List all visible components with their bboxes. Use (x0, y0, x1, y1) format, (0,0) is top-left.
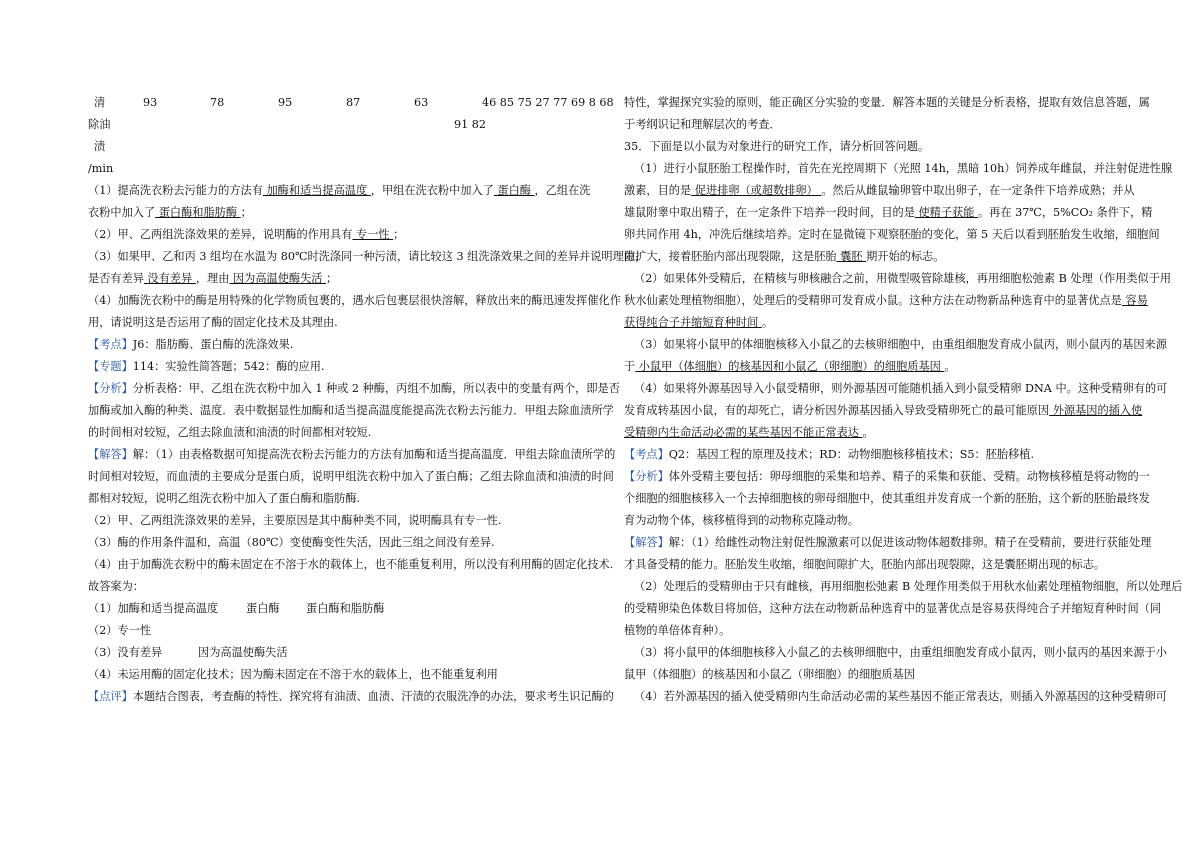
text: 体外受精主要包括：卵母细胞的采集和培养、精子的采集和获能、受精。动物核移植是将动物的一 (668, 470, 1150, 483)
fenxi-line: 育为动物个体，核移植得到的动物称克隆动物。 (624, 514, 859, 527)
jieda-tag: 【解答】 (88, 448, 133, 461)
q35-part-2-cont (624, 290, 1148, 312)
question-4-cont: 用，请说明这是否运用了酶的固定化技术及其理由. (88, 316, 338, 329)
text: ； (326, 272, 338, 285)
answer-blank: 专一性 (352, 228, 394, 241)
q35-part-4-cont (624, 400, 1143, 422)
answer-blank: 蛋白酶和脂肪酶 (155, 206, 241, 219)
kaodian-line (624, 444, 1124, 466)
answer-blank: 外源基因的插入使 (1049, 404, 1143, 417)
table-row (88, 114, 588, 136)
text: 。 (944, 360, 956, 373)
q35-part-2: （2）如果体外受精后，在精核与卵核融合之前，用微型吸管除雄核，再用细胞松弛素 B 处理（作用类似于用 (634, 272, 1172, 285)
question-1-cont (88, 202, 588, 224)
row-label: 除油 (88, 118, 111, 131)
text: 雄鼠附睾中取出精子，在一定条件下培养一段时间，目的是 (624, 206, 915, 219)
jieda-line: 都相对较短，说明乙组洗衣粉中加入了蛋白酶和脂肪酶. (88, 492, 361, 505)
text: 解：（1）由表格数据可知提高洗衣粉去污能力的方法有加酶和适当提高温度．甲组去除血渍所学的 (132, 448, 616, 461)
table-cell: 87 (346, 96, 361, 109)
answer-line (88, 642, 588, 664)
fenxi-tag: 【分析】 (88, 382, 133, 395)
jieda-line: 的受精卵染色体数目将加倍，这种方法在动物新品种选育中的显著优点是容易获得纯合子并缩短育种时间（同 (624, 602, 1162, 615)
text: 。再在 37℃，5%CO₂ 条件下，精 (977, 206, 1153, 219)
fenxi-tag: 【分析】 (624, 470, 669, 483)
text: ； (393, 228, 405, 241)
q35-part-4: （4）如果将外源基因导入小鼠受精卵，则外源基因可能随机插入到小鼠受精卵 DNA 中。这种受精卵有的可 (634, 382, 1168, 395)
answer-blank: 蛋白酶 (493, 184, 535, 197)
answer-blank: 使精子获能 (914, 206, 978, 219)
jieda-tag: 【解答】 (624, 536, 669, 549)
fenxi-line (88, 378, 620, 400)
text: ； (240, 206, 252, 219)
jieda-line: 时间相对较短，而血渍的主要成分是蛋白质，说明甲组洗衣粉中加入了蛋白酶；乙组去除血渍和油渍的时间 (88, 470, 614, 483)
q35-part-1-cont (624, 202, 1153, 224)
table-row (88, 92, 614, 114)
q35-part-1-cont: 卵共同作用 4h，冲洗后继续培养。定时在显微镜下观察胚胎的变化，第 5 天后以看到胚胎发生收缩，细胞间 (624, 228, 1160, 241)
jieda-line: （4）由于加酶洗衣粉中的酶未固定在不溶于水的载体上，也不能重复利用，所以没有利用酶的固定化技术. (88, 558, 614, 571)
text: 114：实验性简答题；542：酶的应用. (132, 360, 325, 373)
text: ，甲组在洗衣粉中加入了 (370, 184, 494, 197)
text: 蛋白酶和脂肪酶 (306, 602, 385, 615)
right-column (624, 92, 1183, 708)
jieda-line: （2）处理后的受精卵由于只有雌核，再用细胞松弛素 B 处理作用类似于用秋水仙素处理植物细胞，所以处理后 (634, 580, 1183, 593)
text: Q2：基因工程的原理及技术；RD：动物细胞核移植技术；S5：胚胎移植. (668, 448, 1035, 461)
q35-part-1-cont (624, 246, 1124, 268)
text: 激素，目的是 (624, 184, 692, 197)
q35-part-1: （1）进行小鼠胚胎工程操作时，首先在光控周期下（光照 14h，黑暗 10h）饲养成年雌鼠，并注射促进性腺 (634, 162, 1173, 175)
text: 衣粉中加入了 (88, 206, 156, 219)
jieda-line: 鼠甲（体细胞）的核基因和小鼠乙（卵细胞）的细胞质基因 (624, 668, 915, 681)
jieda-line: （2）甲、乙两组洗涤效果的差异，主要原因是其中酶种类不同，说明酶具有专一性. (88, 514, 502, 527)
q35-part-1-cont (624, 180, 1135, 202)
fenxi-line (624, 466, 1150, 488)
paragraph-line: 特性，掌握探究实验的原则，能正确区分实验的变量．解答本题的关键是分析表格，提取有效信息答题，属 (624, 96, 1150, 109)
row-label: 渍 (94, 140, 106, 153)
text: 本题结合图表，考查酶的特性、探究将有油渍、血渍、汗渍的衣服洗净的办法，要求考生识记酶的 (132, 690, 614, 703)
jieda-line: 才具备受精的能力。胚胎发生收缩，细胞间隙扩大，胚胎内部出现裂隙，这是囊胚期出现的标志。 (624, 558, 1106, 571)
question-4: （4）加酶洗衣粉中的酶是用特殊的化学物质包裹的，遇水后包裹层很快溶解，释放出来的酶迅速发挥催化作 (88, 294, 621, 307)
answer-blank: 容易 (1121, 294, 1148, 307)
text: （2）甲、乙两组洗涤效果的差异，说明酶的作用具有 (88, 228, 353, 241)
answer-blank: 囊胚 (836, 250, 867, 263)
answer-blank: 加酶和适当提高温度 (262, 184, 371, 197)
answer-heading: 故答案为： (88, 580, 144, 593)
q35-part-4-cont (624, 422, 1124, 444)
table-cell: 78 (210, 96, 225, 109)
text: 蛋白酶 (246, 602, 280, 615)
kaodian-tag: 【考点】 (88, 338, 133, 351)
text: 发育成转基因小鼠，有的却死亡，请分析因外源基因插入导致受精卵死亡的最可能原因 (624, 404, 1050, 417)
jieda-line: （3）酶的作用条件温和，高温（80℃）变使酶变性失活，因此三组之间没有差异. (88, 536, 495, 549)
jieda-line (624, 532, 1152, 554)
text: 于 (624, 360, 636, 373)
question-2 (88, 224, 588, 246)
q35-part-3: （3）如果将小鼠甲的体细胞核移入小鼠乙的去核卵细胞中，由重组细胞发育成小鼠丙，则小鼠丙的基因来源 (634, 338, 1167, 351)
table-cell: 95 (278, 96, 293, 109)
kaodian-line (88, 334, 588, 356)
text: 。然后从雌鼠输卵管中取出卵子，在一定条件下培养成熟；并从 (821, 184, 1135, 197)
dianping-tag: 【点评】 (88, 690, 133, 703)
text: 因为高温使酶失活 (198, 646, 288, 659)
text: 。 (761, 316, 774, 329)
table-cell: 63 (414, 96, 429, 109)
text: 解：（1）给雌性动物注射促性腺激素可以促进该动物体超数排卵。精子在受精前，要进行获能处理 (668, 536, 1152, 549)
fenxi-line: 的时间相对较短，乙组去除血渍和油渍的时间都相对较短. (88, 426, 372, 439)
answer-blank: 获得纯合子并缩短育种时间 (624, 316, 762, 329)
answer-line (88, 598, 588, 620)
answer-blank: 小鼠甲（体细胞）的核基因和小鼠乙（卵细胞）的细胞质基因 (635, 360, 945, 373)
left-column (88, 92, 647, 708)
text: （1）提高洗衣粉去污能力的方法有 (88, 184, 263, 197)
kaodian-tag: 【考点】 (624, 448, 669, 461)
jieda-line: （4）若外源基因的插入使受精卵内生命活动必需的某些基因不能正常表达，则插入外源基因的这种受精卵可 (634, 690, 1167, 703)
text: 。 (862, 426, 874, 439)
dianping-line (88, 686, 614, 708)
text: ，乙组在洗 (534, 184, 591, 197)
text: J6：脂肪酶、蛋白酶的洗涤效果. (132, 338, 294, 351)
text: （1）加酶和适当提高温度 (88, 602, 219, 615)
text: （3）没有差异 (88, 646, 163, 659)
answer-line: （4）未运用酶的固定化技术；因为酶未固定在不溶于水的载体上，也不能重复利用 (88, 668, 498, 681)
answer-blank: 因为高温使酶失活 (229, 272, 327, 285)
question-35: 35．下面是以小鼠为对象进行的研究工作，请分析回答问题。 (624, 140, 930, 153)
fenxi-line: 加酶或加入酶的种类、温度．表中数据显性加酶和适当提高温度能提高洗衣粉去污能力．甲组去除血渍所学 (88, 404, 614, 417)
answer-blank: 受精卵内生命活动必需的某些基因不能正常表达 (624, 426, 863, 439)
zhuanti-line (88, 356, 588, 378)
text: 分析表格：甲、乙组在洗衣粉中加入 1 种或 2 种酶，丙组不加酶，所以表中的变量有两个，即是否 (132, 382, 620, 395)
question-1 (88, 180, 591, 202)
q35-part-3-cont (624, 356, 1124, 378)
paragraph-line: 于考纲识记和理解层次的考查． (624, 118, 781, 131)
table-cell: 93 (143, 96, 158, 109)
table-cell: 46 85 75 27 77 69 8 68 (482, 96, 614, 109)
question-3-cont (88, 268, 588, 290)
row-label: /min (88, 162, 114, 175)
jieda-line: （3）将小鼠甲的体细胞核移入小鼠乙的去核卵细胞中，由重组细胞发育成小鼠丙，则小鼠丙的基因来源于小 (634, 646, 1167, 659)
zhuanti-tag: 【专题】 (88, 360, 133, 373)
text: 期开始的标志。 (866, 250, 945, 263)
answer-line: （2）专一性 (88, 624, 152, 637)
answer-blank: 促进排卵（或超数排卵） (691, 184, 822, 197)
fenxi-line: 个细胞的细胞核移入一个去掉细胞核的卵母细胞中，使其重组并发育成一个新的胚胎，这个新的胚胎最终发 (624, 492, 1150, 505)
text: 隙扩大，接着胚胎内部出现裂隙，这是胚胎 (624, 250, 837, 263)
question-3: （3）如果甲、乙和丙 3 组均在水温为 80℃时洗涤同一种污渍，请比较这 3 组洗涤效果之间的差异并说明理由， (88, 250, 647, 263)
text: 是否有差异 (88, 272, 144, 285)
jieda-line (88, 444, 616, 466)
table-cell: 91 82 (454, 118, 487, 131)
row-label: 清 (94, 96, 106, 109)
text: ，理由 (195, 272, 230, 285)
jieda-line: 植物的单倍体育种）。 (624, 624, 731, 637)
q35-part-2-cont (624, 312, 1124, 334)
text: 秋水仙素处理植物细胞），处理后的受精卵可发育成小鼠。这种方法在动物新品种选育中的显著优点是 (624, 294, 1122, 307)
answer-blank: 没有差异 (143, 272, 196, 285)
